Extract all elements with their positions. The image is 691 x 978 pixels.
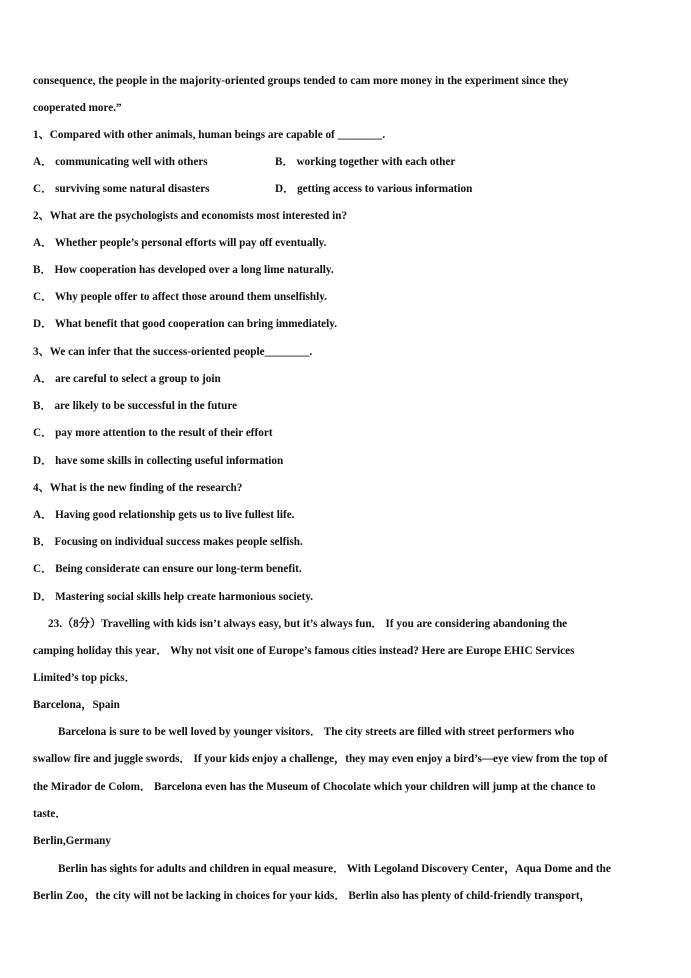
- passage-text: consequence, the people in the majority-oriented groups tended to cam more money in the experiment since they: [33, 75, 569, 87]
- option-d: D． have some skills in collecting useful information: [33, 455, 284, 467]
- option-b: B． working together with each other: [275, 156, 456, 168]
- option-b: B． are likely to be successful in the future: [33, 400, 238, 412]
- option-b: B． Focusing on individual success makes people selfish.: [33, 536, 303, 548]
- option-d: D． getting access to various information: [275, 183, 473, 195]
- option-d: D． Mastering social skills help create harmonious society.: [33, 591, 314, 603]
- option-d: D． What benefit that good cooperation can bring immediately.: [33, 318, 338, 330]
- option-c: C． Being considerate can ensure our long-term benefit.: [33, 563, 302, 575]
- question-2-stem: 2、What are the psychologists and economists most interested in?: [33, 210, 348, 222]
- question-4-stem: 4、What is the new finding of the research?: [33, 482, 243, 494]
- berlin-text: Berlin has sights for adults and children in equal measure． With Legoland Discovery Center，Aqua Dome and the: [58, 863, 611, 875]
- option-c: C． pay more attention to the result of their effort: [33, 427, 273, 439]
- barcelona-text: taste．: [33, 808, 67, 820]
- option-b: B． How cooperation has developed over a long lime naturally.: [33, 264, 334, 276]
- section-heading-berlin: Berlin,Germany: [33, 835, 111, 847]
- option-a: A． Having good relationship gets us to live fullest life.: [33, 509, 295, 521]
- option-a: A． communicating well with others: [33, 156, 208, 168]
- question-1-options-row1: [33, 155, 653, 169]
- option-a: A． Whether people’s personal efforts will pay off eventually.: [33, 237, 327, 249]
- question-1-stem: 1、Compared with other animals, human beings are capable of ________.: [33, 129, 386, 141]
- option-c: C． Why people offer to affect those around them unselfishly.: [33, 291, 327, 303]
- question-23-intro: 23.（8分）Travelling with kids isn’t always easy, but it’s always fun． If you are considering abandoning the: [48, 618, 568, 630]
- option-c: C． surviving some natural disasters: [33, 183, 210, 195]
- berlin-text: Berlin Zoo，the city will not be lacking in choices for your kids． Berlin also has plenty of child-friendly transport，: [33, 890, 591, 902]
- barcelona-text: swallow fire and juggle swords． If your kids enjoy a challenge，they may even enjoy a bird’s—eye view from the top of: [33, 753, 608, 765]
- barcelona-text: Barcelona is sure to be well loved by younger visitors． The city streets are filled with street performers who: [58, 726, 575, 738]
- passage-text: cooperated more.”: [33, 102, 122, 114]
- question-23-intro: Limited’s top picks．: [33, 672, 136, 684]
- question-1-options-row2: [33, 182, 653, 196]
- barcelona-text: the Mirador de Colom． Barcelona even has the Museum of Chocolate which your children will jump at the chance to: [33, 781, 596, 793]
- option-a: A． are careful to select a group to join: [33, 373, 221, 385]
- question-3-stem: 3、We can infer that the success-oriented people________.: [33, 346, 313, 358]
- section-heading-barcelona: Barcelona，Spain: [33, 699, 120, 711]
- question-23-intro: camping holiday this year． Why not visit one of Europe’s famous cities instead? Here are Europe EHIC Services: [33, 645, 575, 657]
